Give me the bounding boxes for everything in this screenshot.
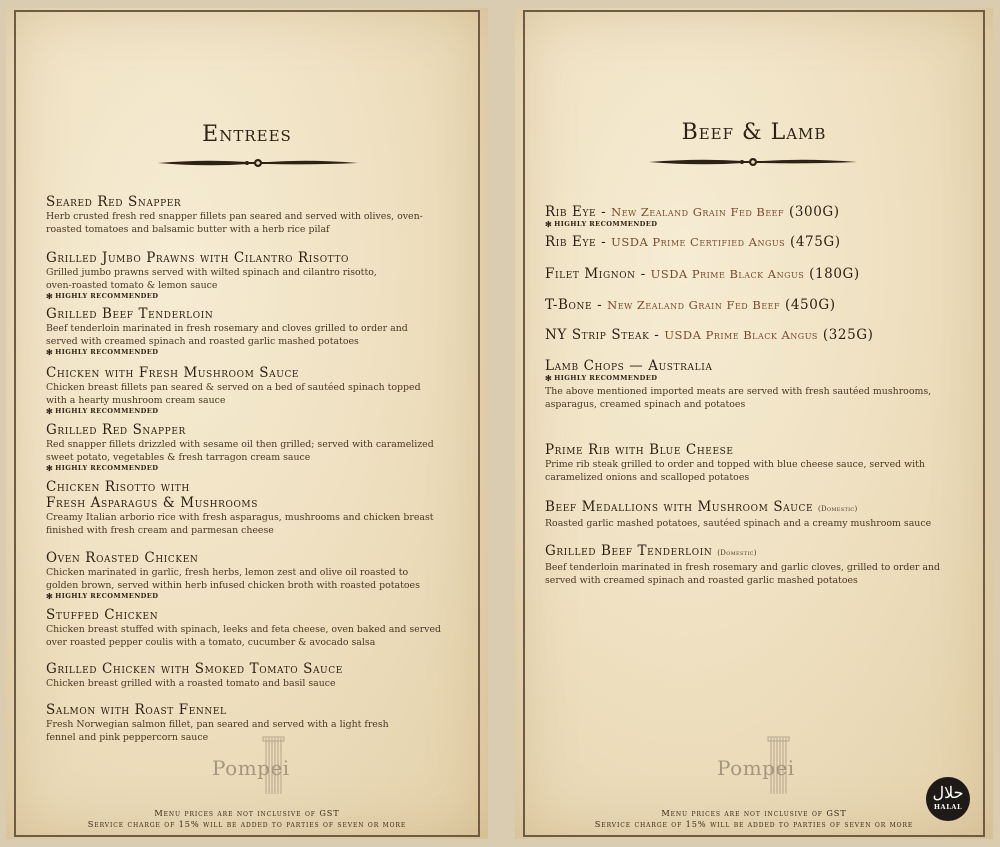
menu-item — [46, 306, 486, 357]
item-desc: Beef tenderloin marinated in fresh rosemary and cloves grilled to order and served with creamed spinach and roasted garlic mashed potatoes — [46, 323, 408, 348]
logo-text: Pompei — [212, 756, 290, 780]
menu-item — [46, 250, 486, 301]
highly-recommended-badge: ✻ HIGHLY RECOMMENDED — [545, 219, 658, 229]
item-name: Grilled Chicken with Smoked Tomato Sauce — [46, 661, 343, 677]
domestic-tag: (Domestic) — [717, 549, 757, 557]
item-desc: Red snapper fillets drizzled with sesame oil then grilled; served with caramelized sweet potato, vegetables & fresh tarragon cream sauce — [46, 439, 434, 464]
menu-item — [46, 422, 486, 473]
snowflake-star-icon: ✻ — [46, 406, 54, 417]
halal-arabic: حلال — [932, 783, 964, 802]
item-desc: Fresh Norwegian salmon fillet, pan seared and served with a light fresh fennel and pink peppercorn sauce — [46, 719, 389, 744]
item-name: Filet Mignon - USDA Prime Black Angus (180G) — [545, 266, 860, 282]
snowflake-star-icon: ✻ — [545, 373, 553, 383]
menu-item — [46, 607, 486, 649]
item-name: Grilled Beef Tenderloin (Domestic) — [545, 543, 757, 559]
item-name: Beef Medallions with Mushroom Sauce (Domestic) — [545, 499, 858, 515]
item-name: Chicken Risotto with — [46, 479, 190, 495]
steak-item — [545, 204, 985, 229]
item-name: Rib Eye - USDA Prime Certified Angus (475G) — [545, 234, 841, 250]
entrees-title: Entrees — [202, 122, 292, 147]
footer-note — [515, 808, 993, 830]
item-desc: The above mentioned imported meats are served with fresh sautéed mushrooms, asparagus, creamed spinach and potatoes — [545, 386, 932, 411]
menu-item — [545, 442, 985, 484]
halal-badge-icon — [926, 777, 970, 821]
item-name-line2: Fresh Asparagus & Mushrooms — [46, 495, 259, 511]
menu-item — [46, 661, 486, 690]
item-desc: Grilled jumbo prawns served with wilted spinach and cilantro risotto, oven-roasted tomato & lemon sauce — [46, 267, 377, 292]
halal-latin: HALAL — [933, 803, 963, 811]
steak-item — [545, 266, 985, 282]
scroll-flourish-icon — [156, 156, 360, 170]
highly-recommended-badge: ✻ HIGHLY RECOMMENDED — [46, 347, 159, 358]
menu-item — [46, 550, 486, 601]
item-desc: Beef tenderloin marinated in fresh rosemary and garlic cloves, grilled to order and served with creamed spinach and roasted garlic mashed potatoes — [545, 562, 941, 587]
item-desc: Chicken marinated in garlic, fresh herbs, lemon zest and olive oil roasted to golden brown, served within herb infused chicken broth with roasted potatoes — [46, 567, 420, 592]
highly-recommended-badge: ✻ HIGHLY RECOMMENDED — [46, 591, 159, 602]
item-name: Oven Roasted Chicken — [46, 550, 199, 566]
snowflake-star-icon: ✻ — [46, 463, 54, 474]
snowflake-star-icon: ✻ — [46, 291, 54, 302]
scroll-flourish-icon — [647, 155, 859, 169]
entrees-page — [6, 8, 488, 839]
menu-item — [46, 479, 486, 537]
highly-recommended-badge: ✻ HIGHLY RECOMMENDED — [545, 373, 658, 383]
snowflake-star-icon: ✻ — [46, 591, 54, 602]
menu-item — [545, 543, 985, 587]
steak-item — [545, 297, 985, 313]
domestic-tag: (Domestic) — [818, 505, 858, 513]
highly-recommended-badge: ✻ HIGHLY RECOMMENDED — [46, 463, 159, 474]
item-desc: Chicken breast fillets pan seared & served on a bed of sautéed spinach topped with a hearty mushroom cream sauce — [46, 382, 421, 407]
footer-line: Menu prices are not inclusive of GST — [661, 808, 847, 818]
item-desc: Herb crusted fresh red snapper fillets pan seared and served with olives, oven- roasted tomatoes and balsamic butter with a herb rice pilaf — [46, 211, 423, 236]
footer-line: Menu prices are not inclusive of GST — [154, 808, 340, 818]
highly-recommended-badge: ✻ HIGHLY RECOMMENDED — [46, 291, 159, 302]
footer-note — [6, 808, 488, 830]
logo-text: Pompei — [717, 756, 795, 780]
snowflake-star-icon: ✻ — [545, 219, 553, 229]
item-desc: Creamy Italian arborio rice with fresh asparagus, mushrooms and chicken breast finished with fresh cream and parmesan cheese — [46, 512, 434, 537]
snowflake-star-icon: ✻ — [46, 347, 54, 358]
item-desc: Chicken breast stuffed with spinach, leeks and feta cheese, oven baked and served over roasted pepper coulis with a tomato, cucumber & avocado salsa — [46, 624, 442, 649]
item-name: Salmon with Roast Fennel — [46, 702, 227, 718]
item-desc: Roasted garlic mashed potatoes, sautéed spinach and a creamy mushroom sauce — [545, 518, 932, 529]
item-name: Prime Rib with Blue Cheese — [545, 442, 734, 458]
item-desc: Chicken breast grilled with a roasted tomato and basil sauce — [46, 678, 336, 689]
highly-recommended-badge: ✻ HIGHLY RECOMMENDED — [46, 406, 159, 417]
steak-item — [545, 234, 985, 250]
item-name: Lamb Chops — Australia — [545, 358, 713, 374]
item-name: Grilled Red Snapper — [46, 422, 186, 438]
item-name: Grilled Beef Tenderloin — [46, 306, 214, 322]
footer-line: Service charge of 15% will be added to parties of seven or more — [87, 819, 407, 829]
item-desc: Prime rib steak grilled to order and topped with blue cheese sauce, served with caramelized onions and scalloped potatoes — [545, 459, 925, 484]
menu-item — [46, 194, 486, 236]
item-name: Seared Red Snapper — [46, 194, 182, 210]
lamb-item — [545, 358, 985, 411]
menu-item — [46, 365, 486, 416]
beef-lamb-page — [515, 8, 993, 839]
menu-item — [545, 499, 985, 530]
item-name: NY Strip Steak - USDA Prime Black Angus (325G) — [545, 327, 874, 343]
item-name: T-Bone - New Zealand Grain Fed Beef (450G) — [545, 297, 836, 313]
item-name: Chicken with Fresh Mushroom Sauce — [46, 365, 300, 381]
footer-line: Service charge of 15% will be added to parties of seven or more — [594, 819, 914, 829]
item-name: Grilled Jumbo Prawns with Cilantro Risotto — [46, 250, 350, 266]
item-name: Rib Eye - New Zealand Grain Fed Beef (300G) — [545, 204, 840, 220]
item-name: Stuffed Chicken — [46, 607, 159, 623]
steak-item — [545, 327, 985, 343]
beef-lamb-title: Beef & Lamb — [681, 120, 827, 145]
